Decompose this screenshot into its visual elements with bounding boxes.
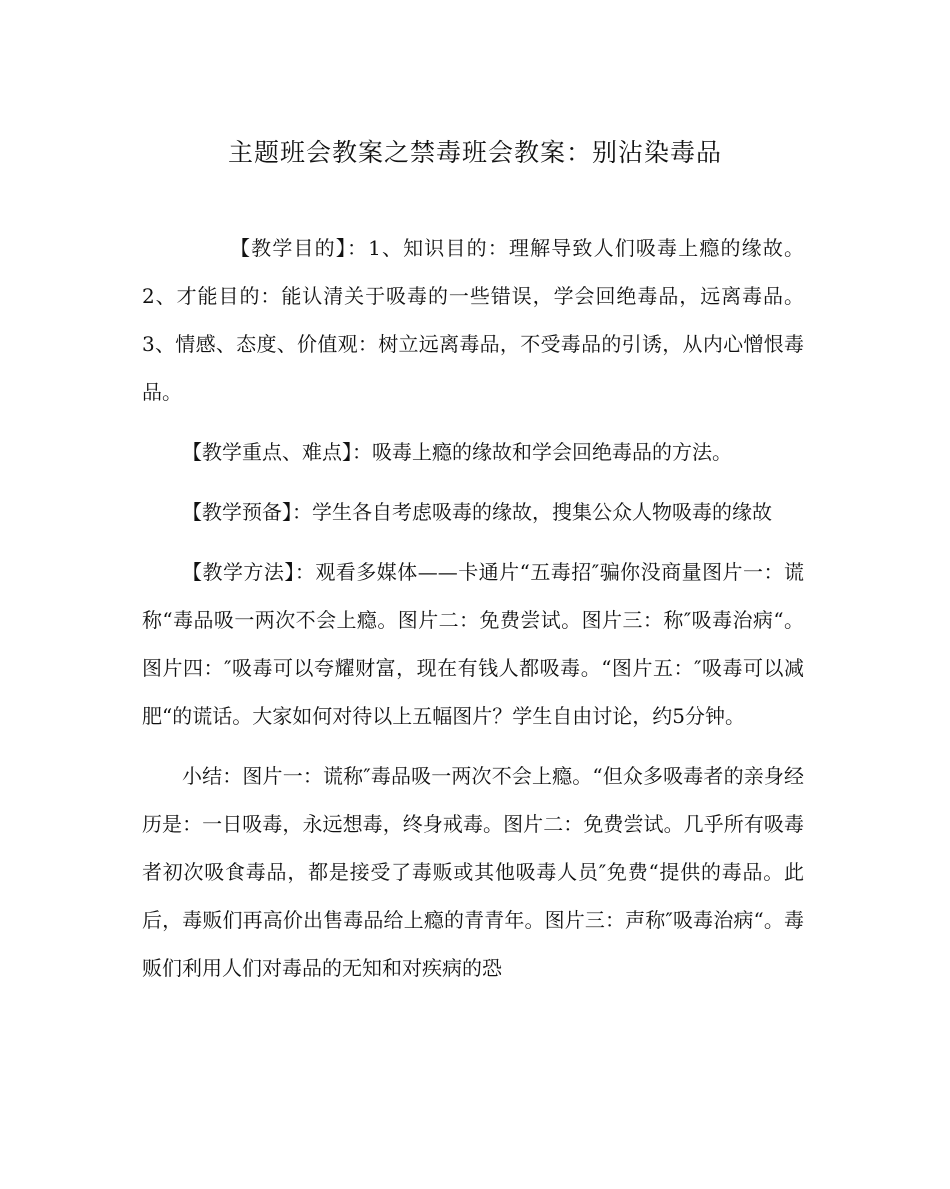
paragraph-preparation: 【教学预备】：学生各自考虑吸毒的缘故，搜集公众人物吸毒的缘故 [182,500,772,524]
document-body [142,224,804,992]
paragraph-key-points: 【教学重点、难点】：吸毒上瘾的缘故和学会回绝毒品的方法。 [182,440,732,464]
paragraph-methods: 【教学方法】：观看多媒体——卡通片“五毒招″骗你没商量图片一：谎称“毒品吸一两次不会上瘾。图片二：免费尝试。图片三：称″吸毒治病“。图片四：″吸毒可以夸耀财富，现在有钱人都吸毒。“图片五：″吸毒可以减肥“的谎话。大家如何对待以上五幅图片？学生自由讨论，约5分钟。 [142,560,804,728]
page-title: 主题班会教案之禁毒班会教案：别沾染毒品 [227,138,722,167]
paragraph-objectives: 【教学目的】：1、知识目的：理解导致人们吸毒上瘾的缘故。2、才能目的：能认清关于吸毒的一些错误，学会回绝毒品，远离毒品。3、情感、态度、价值观：树立远离毒品，不受毒品的引诱，从内心憎恨毒品。 [142,236,804,404]
paragraph-summary: 小结：图片一：谎称″毒品吸一两次不会上瘾。“但众多吸毒者的亲身经历是：一日吸毒，永远想毒，终身戒毒。图片二：免费尝试。几乎所有吸毒者初次吸食毒品，都是接受了毒贩或其他吸毒人员″免费“提供的毒品。此后，毒贩们再高价出售毒品给上瘾的青青年。图片三：声称″吸毒治病“。毒贩们利用人们对毒品的无知和对疾病的恐 [142,764,804,980]
